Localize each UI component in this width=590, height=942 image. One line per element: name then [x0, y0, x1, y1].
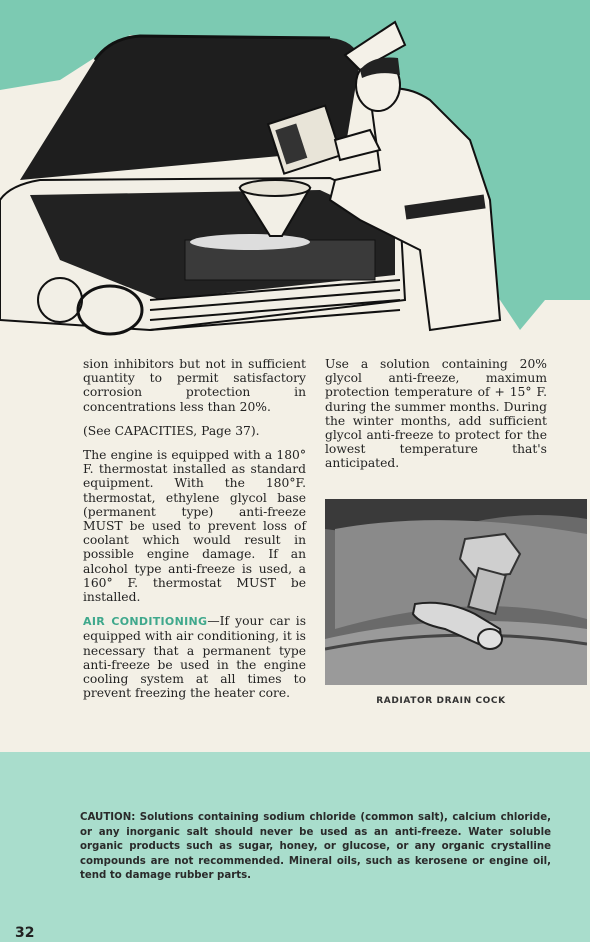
radiator-drain-cock-photo [325, 499, 587, 685]
air-conditioning-text: —If your car is equipped with air conditioning, it is necessary that a permanent type anti-freeze be used in the engine cooling system at all times to prevent freezing the heater core. [83, 614, 307, 701]
page-number: 32 [15, 925, 35, 941]
caution-text: CAUTION: Solutions containing sodium chloride (common salt), calcium chloride, or any inorganic salt should never be used as an anti-freeze. Water soluble organic products such as sugar, honey, or glucose, or any organic crystalline compounds are not recommended. Mineral oils, such as kerosene or engine oil, tend to damage rubber parts. [80, 812, 551, 881]
paragraph-air-conditioning [83, 614, 306, 700]
paragraph-thermostat: The engine is equipped with a 180° F. thermostat installed as standard equipment. With the 180°F. thermostat, ethylene glycol base (permanent type) anti-freeze MUST be used to prevent loss of coolant which would result in possible engine damage. If an alcohol type anti-freeze is used, a 160° F. thermostat MUST be installed. [83, 448, 306, 605]
left-text-column [83, 357, 306, 710]
air-conditioning-label: AIR CONDITIONING [83, 615, 208, 629]
paragraph-capacities-ref: (See CAPACITIES, Page 37). [83, 423, 260, 438]
paragraph-summer-solution: Use a solution containing 20% glycol anti-freeze, maximum protection temperature of + 15° F. during the summer months. During the winter months, add sufficient glycol anti-freeze to protect for the lowest temperature that's anticipated. [325, 357, 547, 471]
paragraph-inhibitors: sion inhibitors but not in sufficient quantity to permit satisfactory corrosion protection in concentrations less than 20%. [83, 357, 306, 414]
photo-caption: RADIATOR DRAIN COCK [376, 696, 506, 706]
right-text-column [325, 357, 547, 481]
illustration-mechanic-pouring-antifreeze [0, 0, 590, 350]
